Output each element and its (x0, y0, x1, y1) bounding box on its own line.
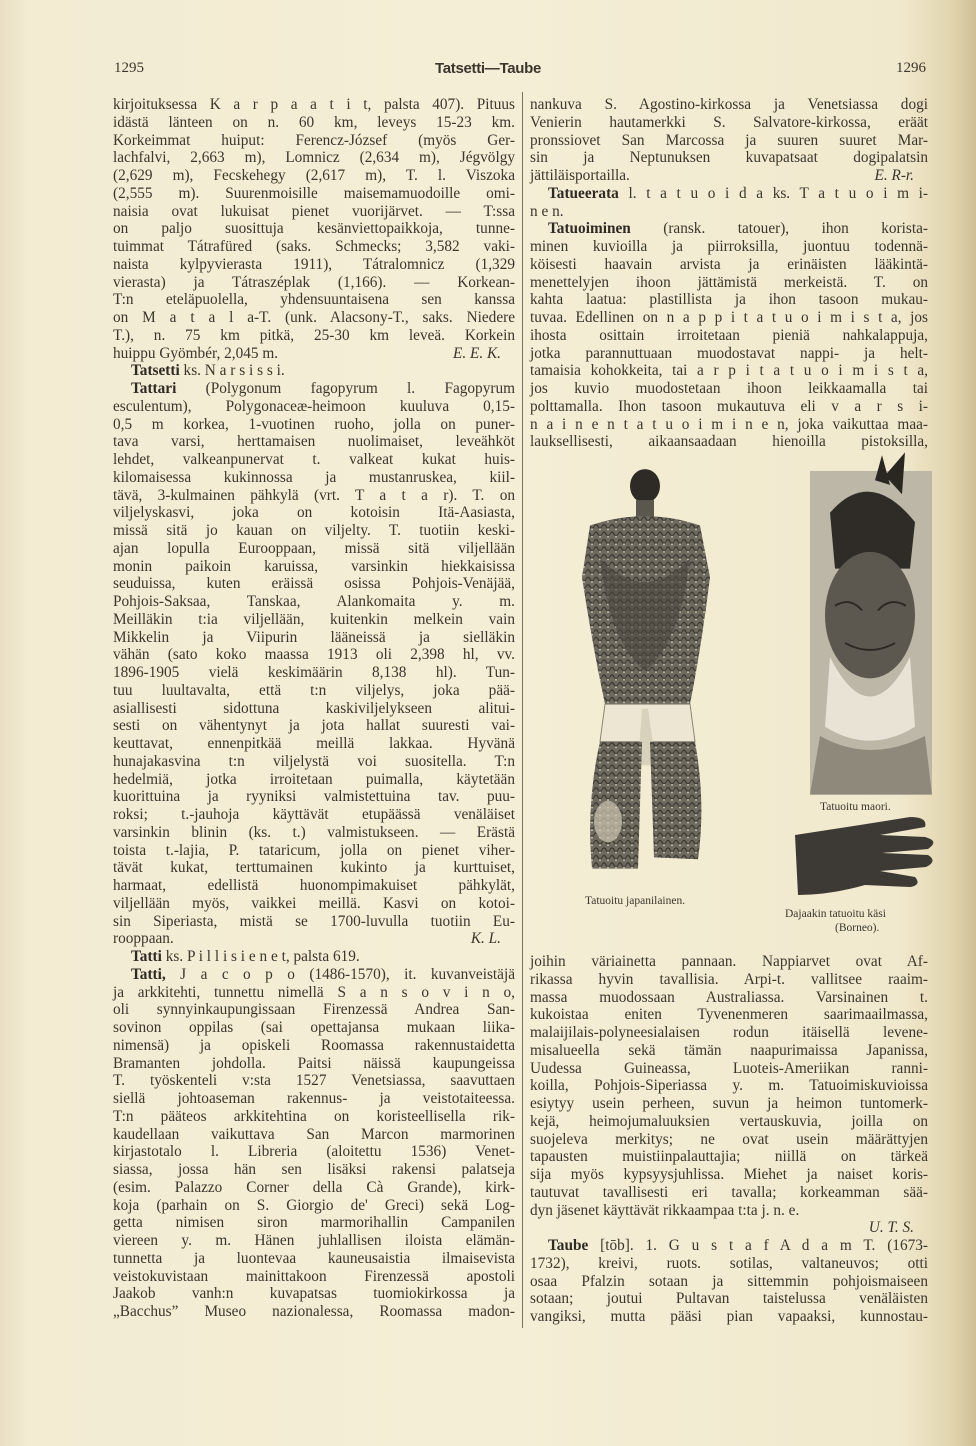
line-text: ja arkkitehti, tunnettu nimellä S a n s o v i n o, (113, 983, 515, 1001)
line-text: Venierin hautamerkki S. Salvatore-kirkossa, eräät (530, 113, 928, 131)
text-line (113, 895, 515, 913)
text-line (113, 1090, 515, 1108)
line-text: kirjastotalo l. Libreria (aloitettu 1536) Venet- (113, 1143, 515, 1161)
text-line (530, 953, 928, 971)
text-line (530, 1131, 928, 1149)
caption-maori: Tatuoitu maori. (820, 801, 891, 813)
line-text: tuu luultavalta, että t:n viljelys, joka pää- (113, 681, 515, 699)
text-line (113, 238, 515, 256)
caption-hand-line1: Dajaakin tatuoitu käsi (785, 908, 886, 920)
text-line (530, 96, 928, 114)
line-text: rikassa hyvin tavallisia. Arpi-t. vallitsee raaim- (530, 970, 928, 988)
line-text: nankuva S. Agostino-kirkossa ja Venetsiassa dogi (530, 96, 928, 113)
text-line (113, 309, 515, 327)
text-line (530, 398, 928, 416)
line-text: misalueella sekä tämän naapurimaissa Japanissa, (530, 1041, 928, 1059)
line-text: n e n. (530, 202, 564, 220)
text-line (113, 1055, 515, 1073)
line-text: tuimmat Tátrafüred (saks. Schmecks; 3,582 vaki- (113, 238, 515, 255)
line-text: [tōb]. 1. G u s t a f A d a m T. (1673- (588, 1237, 928, 1254)
line-text: keuttavat, ennenpitkää meillä lakkaa. Hyvänä (113, 735, 515, 752)
text-line (113, 1197, 515, 1215)
text-line (530, 989, 928, 1007)
text-line (113, 185, 515, 203)
line-text: ks. N a r s i s s i. (179, 362, 285, 380)
line-text: (2,555 m). Suurenmoisille maisemamuodoille omi- (113, 184, 515, 202)
line-text: esculentum), Polygonaceæ-heimoon kuuluva 0,15- (113, 397, 515, 415)
line-text: jotka parannuttuaan muodostavat nappi- ja helt- (530, 344, 928, 362)
line-text: nimensä) ja opiskeli Roomassa rakennustaidetta (113, 1036, 515, 1054)
line-text: kirjoituksessa K a r p a a t i t, palsta 407). Pituus (113, 96, 515, 113)
text-line (113, 1268, 515, 1286)
text-line (113, 788, 515, 806)
line-text: Mikkelin ja Viipurin lääneissä ja sielläkin (113, 628, 515, 646)
line-text: viereen y. m. Hänen juhlallisen iloista elämän- (113, 1232, 515, 1249)
right-column-bottom (530, 953, 928, 1326)
line-text: Meilläkin t:ia viljellään, kuitenkin melkein vain (113, 610, 515, 628)
text-line (113, 96, 515, 114)
text-line (113, 380, 515, 398)
entry-headword: Taube (548, 1237, 589, 1254)
line-text: huippu Gyömbér, 2,045 m. (113, 344, 279, 362)
line-text: vierasta) ja Tátraszéplak (1,166). — Korkean- (113, 273, 515, 291)
line-text: (ransk. tatouer), ihon korista- (630, 220, 928, 238)
text-line (113, 930, 515, 948)
line-text: joihin väriainetta pannaan. Nappiarvet ovat Af- (530, 953, 928, 970)
line-text: siassa, jossa hän sen lisäksi rakensi palatseja (113, 1161, 515, 1178)
line-text: (2,629 m), Fecskehegy (2,617 m), T. l. Viszoka (113, 167, 515, 184)
line-text: roksi; t.-jauhoja käyttävät etupäässä venäläiset (113, 806, 515, 823)
text-line (530, 327, 928, 345)
text-line (113, 806, 515, 824)
text-line (530, 1290, 928, 1308)
line-text: tapausten muistiinpalauttajia; niillä on tärkeä (530, 1148, 928, 1166)
line-text: Korkeimmat huiput: Ferencz-József (myös Ger- (113, 131, 515, 149)
text-line (113, 362, 515, 380)
line-text: tautuvat tavallisesti eri tavalla; korkeamman sää- (530, 1183, 928, 1201)
line-text: sija myös kypsyysjuhlissa. Miehet ja naiset koris- (530, 1166, 928, 1183)
line-text: Uudessa Guineassa, Luoteis-Ameriikan ranni- (530, 1059, 928, 1077)
line-text: köisesti haavain arvista ja erinäisten lääkintä- (530, 255, 928, 273)
line-text: siellä johtoaseman rakennus- ja veistotaiteessa. (113, 1090, 515, 1107)
line-text: pronssiovet San Marcossa ja suuren suuret Mar- (530, 131, 928, 149)
line-text: n a i n e n t a t u o i m i n e n, joka vaikuttaa maa- (530, 415, 928, 433)
line-text: tuvaa. Edellinen on n a p p i t a t u o i m i s t a, jos (530, 309, 928, 326)
line-text: esiytyy usein perheen, suvun ja heimon tuntomerk- (530, 1095, 928, 1112)
line-text: sin ja Neptunuksen kuvapatsaat dogipalatsin (530, 149, 928, 167)
entry-headword: Tatti (131, 948, 162, 965)
text-line (113, 948, 515, 966)
text-line (113, 735, 515, 753)
entry-headword: Tattari (131, 380, 177, 397)
line-text: sesti on vähentynyt ja jota hallat suuresti vai- (113, 717, 515, 735)
text-line (113, 842, 515, 860)
text-line (113, 1179, 515, 1197)
text-line (530, 238, 928, 256)
text-line (530, 1237, 928, 1255)
text-line (530, 291, 928, 309)
text-line (530, 1113, 928, 1131)
line-text: viljelyskasvi, joka on kotoisin Itä-Aasiasta, (113, 504, 515, 522)
text-line (113, 1019, 515, 1037)
text-line (530, 971, 928, 989)
line-text: (Polygonum fagopyrum l. Fagopyrum (176, 380, 515, 397)
line-text: monin paikoin karuissa, varsinkin hiekkaisissa (113, 557, 515, 575)
line-text: veistokuvistaan mainittakoon Firenzessä apostoli (113, 1267, 515, 1285)
line-text: kilomaisessa kukinnossa ja mustanruskea, kiil- (113, 468, 515, 486)
text-line (113, 1143, 515, 1161)
line-text: seuduissa, kuten eräissä osissa Pohjois-Venäjää, (113, 575, 515, 593)
text-line (113, 877, 515, 895)
text-line (530, 149, 928, 167)
line-text: osaa Pfalzin sotaan ja sittemmin pohjoismaiseen (530, 1272, 928, 1290)
entry-headword: Tatti, (131, 965, 166, 983)
text-line (113, 611, 515, 629)
text-line (113, 487, 515, 505)
text-line (113, 1285, 515, 1303)
text-line (530, 1095, 928, 1113)
text-line (113, 149, 515, 167)
text-line (113, 646, 515, 664)
text-line (113, 682, 515, 700)
text-line (113, 593, 515, 611)
text-line (113, 859, 515, 877)
line-text: jos kuvio muodostetaan ihoon leikkaamalla tai (530, 380, 928, 397)
text-line (113, 327, 515, 345)
text-line (530, 380, 928, 398)
text-line (530, 1166, 928, 1184)
text-line (113, 717, 515, 735)
line-text: tävä, 3-kulmainen pähkylä (vrt. T a t a r). T. on (113, 486, 515, 504)
text-line (113, 540, 515, 558)
text-line (113, 274, 515, 292)
text-line (113, 1001, 515, 1019)
line-text: on M a t a l a-T. (unk. Alacsony-T., saks. Niedere (113, 309, 515, 326)
line-text: koja (parhain on S. Giorgio de' Greci) sekä Log- (113, 1196, 515, 1214)
line-text: rooppaan. (113, 930, 174, 948)
page-number-right: 1296 (896, 60, 926, 76)
line-text: Jaakob vanh:n kuvapatsas tuomiokirkossa ja (113, 1285, 515, 1303)
running-title: Tatsetti—Taube (434, 60, 542, 77)
line-text: ajan lopulla Eurooppaan, missä sitä viljellään (113, 539, 515, 557)
line-text: tamaisia kohokkeita, tai a r p i t a t u o i m i s t a, (530, 362, 928, 380)
caption-japanese: Tatuoitu japanilainen. (585, 895, 686, 907)
line-text: on paljo suosittuja kesänviettopaikkoja, tunne- (113, 220, 515, 238)
text-line (113, 1037, 515, 1055)
line-text: dyn jäsenet käyttävät rikkaampaa t:ta j. n. e. (530, 1201, 800, 1219)
line-text: menettelyjen ihoon jättämistä merkeistä. T. on (530, 273, 928, 291)
text-line (113, 256, 515, 274)
line-text: asiallisesti sidottuna kaskiviljelykseen alitui- (113, 699, 515, 717)
line-text: polttamalla. Ihon tasoon mukautuva eli v a r s i- (530, 397, 928, 415)
line-text: malaijilais-polyneesialaisen rodun itäisellä levene- (530, 1024, 928, 1041)
line-text: vangiksi, mutta pääsi pian vapaaksi, kunnostau- (530, 1308, 928, 1325)
line-text: ihosta osittain irroitetaan pieniä nahkalappuja, (530, 326, 928, 344)
line-text: toista t.-lajia, P. tataricum, jolla on pienet viher- (113, 841, 515, 859)
signature: U. T. S. (868, 1219, 914, 1237)
text-line (113, 700, 515, 718)
line-text: T.), n. 75 km pitkä, 25-30 km leveä. Korkein (113, 326, 515, 344)
text-line (113, 1303, 515, 1321)
text-line (113, 469, 515, 487)
line-text: idästä länteen on n. 60 km, leveys 15-23 km. (113, 113, 515, 131)
entry-headword: Tatsetti (131, 362, 180, 380)
text-line (530, 114, 928, 132)
line-text: massa muodossaan Australiassa. Varsinainen t. (530, 988, 928, 1006)
text-line (113, 203, 515, 221)
line-text: T. työskenteli v:sta 1527 Venetsiassa, saavuttaen (113, 1072, 515, 1090)
line-text: tunnetta ja luontevaa kauneusaistia ilmaisevista (113, 1249, 515, 1267)
text-line (530, 274, 928, 292)
text-line (113, 345, 515, 363)
line-text: jättiläisportailla. (530, 167, 630, 184)
text-line (113, 398, 515, 416)
text-line (113, 771, 515, 789)
text-line (530, 1024, 928, 1042)
caption-hand-line2: (Borneo). (835, 922, 880, 934)
line-text: oli synnyinkaupungissaan Firenzessä Andrea San- (113, 1001, 515, 1019)
line-text: sovinon oppilas (sai opettajansa mukaan liika- (113, 1019, 515, 1036)
text-line (530, 1060, 928, 1078)
line-text: J a c o p o (1486-1570), it. kuvanveistäjä (165, 965, 515, 983)
signature-line (530, 1219, 928, 1237)
text-line (530, 345, 928, 363)
dayak-tattooed-hand-image (795, 817, 933, 895)
text-line (530, 309, 928, 327)
text-line (113, 1232, 515, 1250)
line-text: naisia ovat lukuisat pienet vuorijärvet. — T:ssa (113, 202, 515, 220)
text-line (113, 966, 515, 984)
line-text: viljellään myös, vaikkei meillä. Kasvi on kotoi- (113, 894, 515, 912)
line-text: minen kuvioilla ja piirroksilla, juontuu todennä- (530, 238, 928, 255)
figure-illustrations (530, 425, 940, 905)
line-text: hedelmiä, jotka irroitetaan puimalla, käytetään (113, 770, 515, 788)
text-line (530, 1308, 928, 1326)
text-line (113, 558, 515, 576)
text-line (113, 504, 515, 522)
text-line (113, 451, 515, 469)
line-text: vähän (sato koko maassa 1913 oli 2,398 hl, vv. (113, 646, 515, 664)
text-line (113, 1072, 515, 1090)
line-text: ks. P i l l i s i e n e t, palsta 619. (161, 948, 360, 965)
line-text: kuorittuina ja ryyniksi valmistettuina tav. puu- (113, 788, 515, 806)
line-text: l. t a t u o i d a ks. T a t u o i m i- (618, 184, 928, 202)
line-text: T:n pääteos arkkitehtina on koristeellisella rik- (113, 1107, 515, 1125)
text-line (530, 1077, 928, 1095)
text-line (530, 362, 928, 380)
text-line (113, 984, 515, 1002)
line-text: 1732), kreivi, ruots. sotilas, valtaneuvos; otti (530, 1254, 928, 1272)
text-line (530, 167, 928, 185)
text-line (530, 185, 928, 203)
text-line (530, 1042, 928, 1060)
line-text: lachfalvi, 2,663 m), Lomnicz (2,634 m), Jégvölgy (113, 149, 515, 167)
line-text: sin Siperiasta, mistä se 1700-luvulla tuotiin Eu- (113, 912, 515, 930)
signature: E. E. K. (452, 344, 501, 362)
text-line (113, 291, 515, 309)
text-line (530, 220, 928, 238)
line-text: lauksellisesti, aikaansaadaan hienoilla pistoksilla, (530, 433, 928, 451)
text-line (113, 167, 515, 185)
line-text: sotaan; joutui Pultavan taistelussa venäläisten (530, 1290, 928, 1308)
line-text: kaudellaan vaikuttava San Marcon marmorinen (113, 1125, 515, 1143)
line-text: kukoistaa eniten Tyvenenmeren saarimaailmassa, (530, 1006, 928, 1024)
line-text: getta nimisen siron marmorihallin Campanilen (113, 1214, 515, 1232)
tattoo-figures (530, 425, 940, 934)
line-text: lehdet, valkeanpunervat t. valkeat kukat huis- (113, 451, 515, 468)
entry-headword: Tatueerata (548, 184, 619, 202)
text-line (530, 1148, 928, 1166)
right-column-top (530, 96, 928, 451)
line-text: 1896-1905 vielä keskimäärin 8,138 hl). Tun- (113, 664, 515, 681)
text-line (530, 1255, 928, 1273)
japanese-tattooed-back-image (582, 469, 710, 869)
text-line (530, 203, 928, 221)
line-text: Pohjois-Saksaa, Tanskaa, Alankomaita y. m. (113, 593, 515, 610)
text-line (113, 1126, 515, 1144)
text-line (113, 629, 515, 647)
text-line (113, 1214, 515, 1232)
text-line (113, 824, 515, 842)
line-text: „Bacchus” Museo nazionalessa, Roomassa madon- (113, 1303, 515, 1320)
line-text: kejä, heimojumaluuksien vertauskuvia, joilla on (530, 1112, 928, 1130)
text-line (113, 753, 515, 771)
text-line (530, 132, 928, 150)
maori-portrait-image (810, 452, 932, 794)
text-line (530, 1006, 928, 1024)
text-line (530, 1184, 928, 1202)
line-text: koilla, Pohjois-Siperiassa y. m. Tatuoimiskuvioissa (530, 1077, 928, 1095)
line-text: kahta laatua: plastillista ja ihon tasoon mukau- (530, 291, 928, 309)
left-column (113, 96, 515, 1321)
text-line (113, 913, 515, 931)
text-line (113, 416, 515, 434)
line-text: naista kylpyvierasta 1911), Tátralomnicz (1,329 (113, 255, 515, 273)
column-divider (522, 92, 523, 1328)
text-line (113, 1108, 515, 1126)
entry-headword: Tatuoiminen (548, 220, 631, 238)
text-line (113, 664, 515, 682)
text-line (113, 132, 515, 150)
page-number-left: 1295 (114, 60, 144, 76)
line-text: harmaat, edellistä huonompimakuiset pähkylät, (113, 877, 515, 894)
line-text: missä sitä jo kauan on viljelty. T. tuotiin keski- (113, 522, 515, 539)
line-text: 0,5 m korkea, 1-vuotinen ruoho, jolla on puner- (113, 415, 515, 433)
line-text: (esim. Palazzo Corner della Cà Grande), kirk- (113, 1178, 515, 1196)
signature: E. R-r. (874, 167, 914, 184)
text-line (113, 114, 515, 132)
text-line (113, 1250, 515, 1268)
text-line (113, 522, 515, 540)
line-text: hunajakasvina t:n viljelystä voi suositella. T:n (113, 752, 515, 770)
line-text: tava varsi, herttamaisen nuolimaiset, leveähköt (113, 433, 515, 451)
text-line (530, 1202, 928, 1220)
text-line (113, 1161, 515, 1179)
text-line (113, 575, 515, 593)
text-line (530, 256, 928, 274)
text-line (530, 1273, 928, 1291)
text-line (113, 220, 515, 238)
line-text: suojeleva merkitys; ne ovat usein määrättyjen (530, 1130, 928, 1148)
text-line (113, 433, 515, 451)
signature: K. L. (470, 930, 501, 948)
line-text: varsinkin blinin (ks. t.) valmistukseen. — Erästä (113, 823, 515, 841)
line-text: Bramanten johdolla. Paitsi näissä kaupungeissa (113, 1054, 515, 1072)
line-text: tävät kukat, terttumainen kukinto ja kurttuiset, (113, 859, 515, 877)
line-text: T:n eteläpuolella, yhdensuuntaisena sen kanssa (113, 291, 515, 309)
